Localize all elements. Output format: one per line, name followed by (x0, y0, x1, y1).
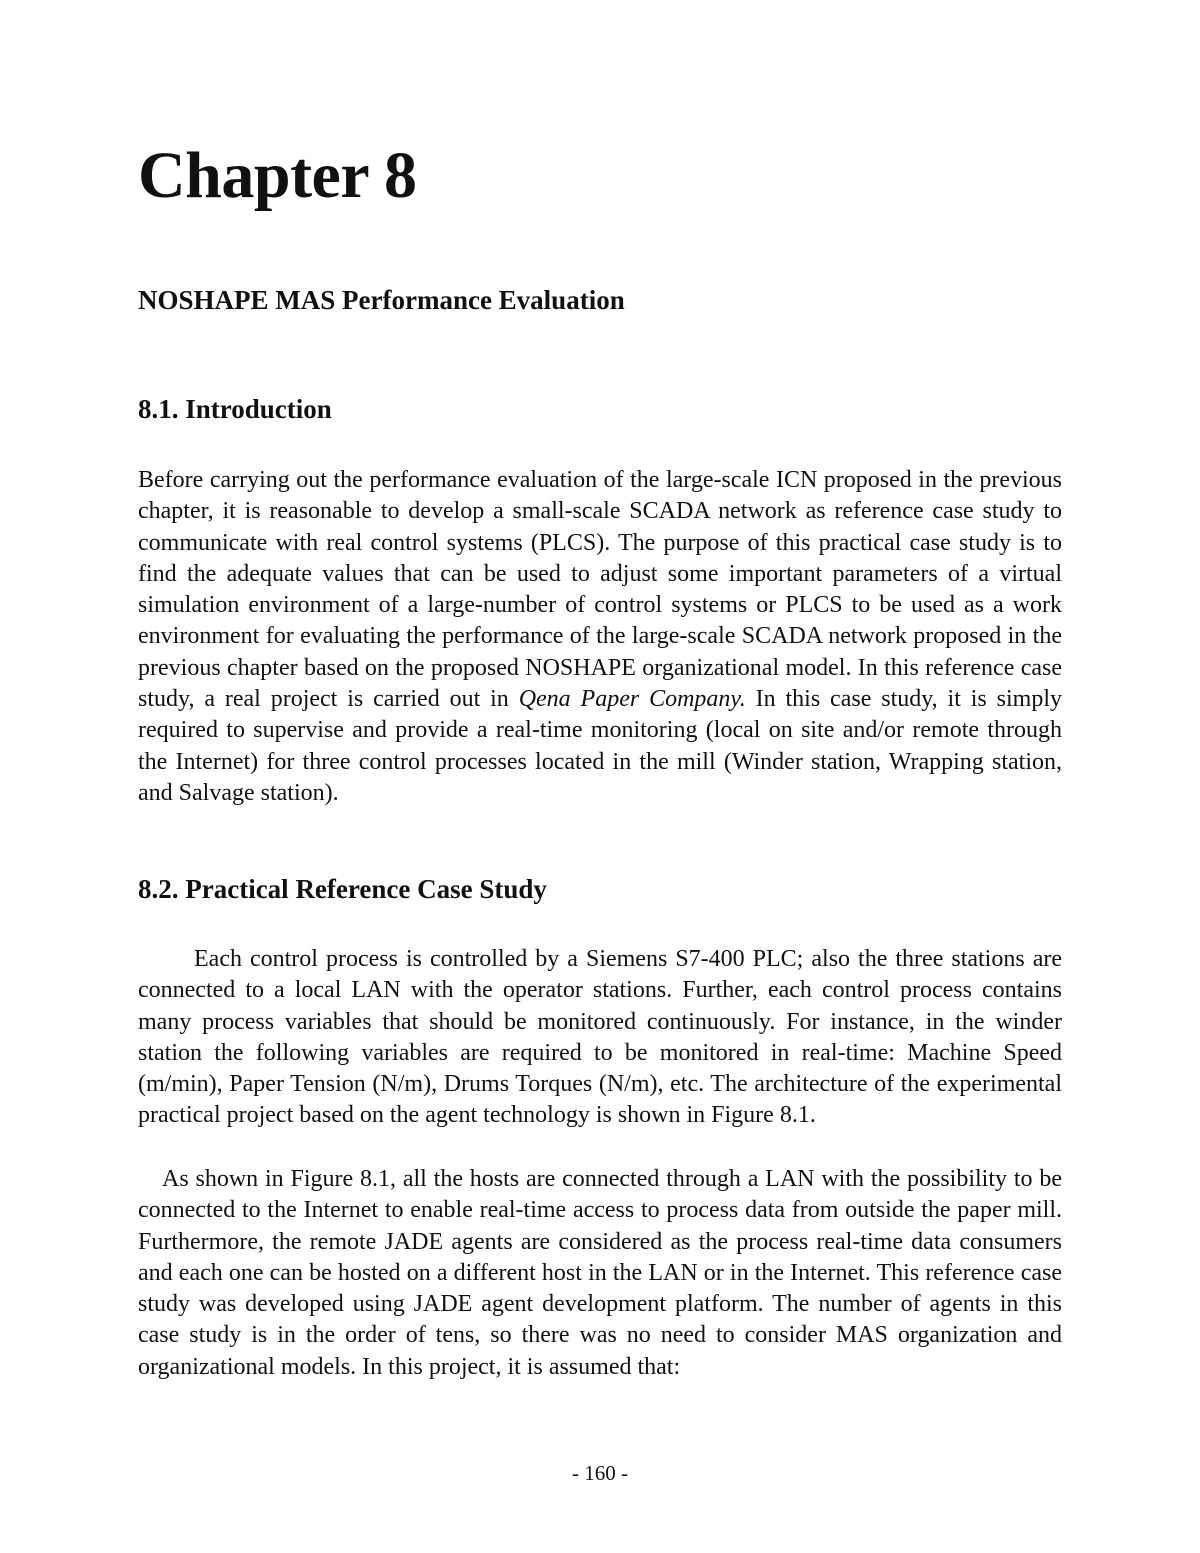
section-heading-case-study: 8.2. Practical Reference Case Study (138, 874, 547, 904)
chapter-subtitle: NOSHAPE MAS Performance Evaluation (138, 285, 625, 315)
introduction-paragraph (138, 465, 1062, 809)
chapter-title: Chapter 8 (138, 139, 417, 212)
case-study-paragraph: Each control process is controlled by a Siemens S7-400 PLC; also the three stations are connected to a local LAN with the operator stations. Further, each control process contains many process variables that should be monitored continuously. For instance, in the winder station the following variables are required to be monitored in real-time: Machine Speed (m/min), Paper Tension (N/m), Drums Torques (N/m), etc. The architecture of the experimental practical project based on the agent technology is shown in Figure 8.1. (138, 946, 1062, 1129)
introduction-text-after: In this case study, it is simply required to supervise and provide a real-time monitoring (local on site and/or remote through the Internet) for three control processes located in the mill (Winder station, Wrapping station, and Salvage station). (138, 686, 1062, 806)
company-name-emphasis: Qena Paper Company. (518, 686, 746, 713)
page-number: - 160 - (572, 1461, 628, 1485)
document-page (138, 0, 1062, 1553)
case-study-paragraph: As shown in Figure 8.1, all the hosts are connected through a LAN with the possibility to be connected to the Internet to enable real-time access to process data from outside the paper mill. Furthermore, the remote JADE agents are considered as the process real-time data consumers and each one can be hosted on a different host in the LAN or in the Internet. This reference case study was developed using JADE agent development platform. The number of agents in this case study is in the order of tens, so there was no need to consider MAS organization and organizational models. In this project, it is assumed that: (138, 1166, 1062, 1380)
introduction-text-before: Before carrying out the performance evaluation of the large-scale ICN proposed in the previous chapter, it is reasonable to develop a small-scale SCADA network as reference case study to communicate with real control systems (PLCS). The purpose of this practical case study is to find the adequate values that can be used to adjust some important parameters of a virtual simulation environment of a large-number of control systems or PLCS to be used as a work environment for evaluating the performance of the large-scale SCADA network proposed in the previous chapter based on the proposed NOSHAPE organizational model. In this reference case study, a real project is carried out in (138, 467, 1062, 713)
section-heading-introduction: 8.1. Introduction (138, 394, 332, 424)
